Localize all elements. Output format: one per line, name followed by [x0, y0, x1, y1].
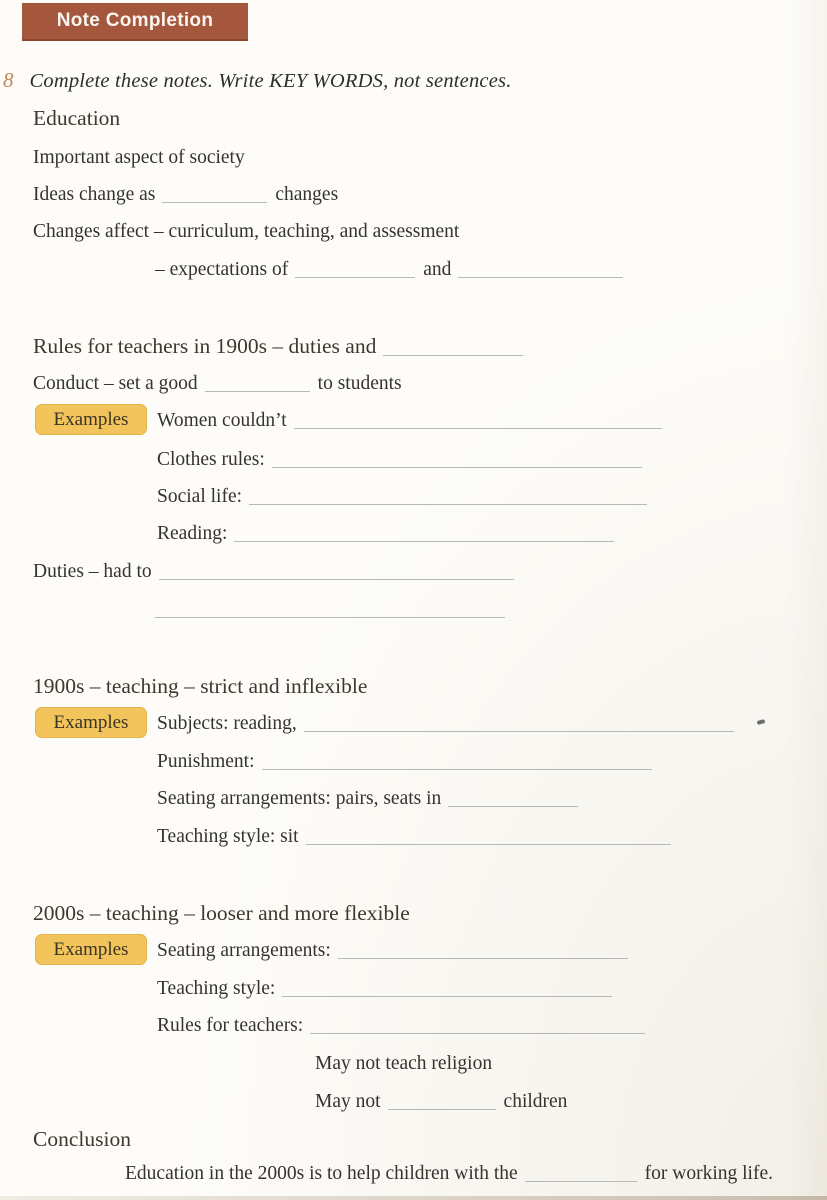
answer-blank[interactable] [448, 803, 578, 807]
line-style-2000s [157, 976, 620, 1002]
answer-blank[interactable] [304, 728, 734, 732]
heading-text: Rules for teachers in 1900s – duties and [33, 334, 377, 358]
line-text: Social life: [157, 486, 243, 507]
line-reading [157, 521, 622, 547]
line-text: May not [315, 1091, 381, 1112]
section-heading-teaching-2000s: 2000s – teaching – looser and more flexible [33, 901, 410, 925]
line-text: Reading: [157, 523, 228, 544]
line-text: changes [275, 184, 339, 205]
examples-badge: Examples [35, 707, 147, 738]
line-text: Ideas change as [33, 184, 156, 205]
line-changes-affect: Changes affect – curriculum, teaching, and assessment [33, 221, 460, 242]
answer-blank[interactable] [383, 352, 523, 356]
line-ideas-change [33, 182, 338, 208]
line-text: Women couldn’t [157, 410, 287, 431]
answer-blank[interactable] [162, 199, 267, 203]
examples-badge: Examples [35, 934, 147, 965]
line-text: for working life. [644, 1163, 773, 1184]
line-text: Rules for teachers: [157, 1015, 304, 1036]
answer-blank[interactable] [388, 1106, 496, 1110]
line-text: – expectations of [155, 259, 289, 280]
line-punishment [157, 749, 660, 775]
line-rules-2000s [157, 1013, 653, 1039]
note-completion-badge: Note Completion [22, 3, 248, 41]
answer-blank[interactable] [249, 501, 647, 505]
line-text: Duties – had to [33, 561, 152, 582]
section-heading-rules-1900s [33, 333, 531, 359]
line-text: Seating arrangements: pairs, seats in [157, 788, 442, 809]
answer-blank[interactable] [234, 538, 614, 542]
line-text: and [423, 259, 452, 280]
line-clothes-rules [157, 447, 650, 473]
line-text: Teaching style: sit [157, 826, 299, 847]
line-text: children [503, 1091, 568, 1112]
line-conduct [33, 371, 402, 397]
question-number: 8 [3, 68, 14, 92]
answer-blank[interactable] [294, 425, 662, 429]
line-text: Conduct – set a good [33, 373, 198, 394]
line-women-couldnt [157, 408, 670, 434]
instruction-row [3, 67, 512, 95]
line-text: Education in the 2000s is to help children with the [125, 1163, 518, 1184]
line-text: to students [317, 373, 402, 394]
line-seating-2000s [157, 938, 636, 964]
line-text: Punishment: [157, 751, 255, 772]
scan-speck [757, 719, 766, 725]
section-heading-teaching-1900s: 1900s – teaching – strict and inflexible [33, 674, 368, 698]
line-duties [33, 559, 522, 585]
answer-blank[interactable] [159, 576, 514, 580]
answer-blank[interactable] [525, 1178, 637, 1182]
answer-blank[interactable] [458, 274, 623, 278]
answer-blank[interactable] [262, 766, 652, 770]
line-may-not-religion: May not teach religion [315, 1053, 493, 1074]
section-heading-conclusion: Conclusion [33, 1127, 131, 1151]
section-heading-education: Education [33, 106, 121, 130]
answer-blank[interactable] [282, 993, 612, 997]
line-text: Teaching style: [157, 978, 276, 999]
line-may-not-children [315, 1089, 567, 1115]
answer-blank[interactable] [272, 464, 642, 468]
line-text: Subjects: reading, [157, 713, 297, 734]
answer-blank[interactable] [295, 274, 415, 278]
instruction-text: Complete these notes. Write KEY WORDS, not sentences. [29, 70, 512, 92]
line-conclusion [125, 1161, 773, 1187]
answer-blank[interactable] [205, 388, 310, 392]
examples-badge: Examples [35, 404, 147, 435]
line-important-aspect: Important aspect of society [33, 147, 245, 168]
line-duties-continued [155, 597, 505, 623]
answer-blank[interactable] [306, 841, 671, 845]
line-text: Seating arrangements: [157, 940, 331, 961]
answer-blank[interactable] [155, 614, 505, 618]
line-seating-1900s [157, 786, 586, 812]
line-text: Clothes rules: [157, 449, 265, 470]
line-style-1900s [157, 824, 679, 850]
line-subjects [157, 711, 742, 737]
answer-blank[interactable] [310, 1030, 645, 1034]
answer-blank[interactable] [338, 955, 628, 959]
line-social-life [157, 484, 655, 510]
line-expectations [155, 257, 631, 283]
